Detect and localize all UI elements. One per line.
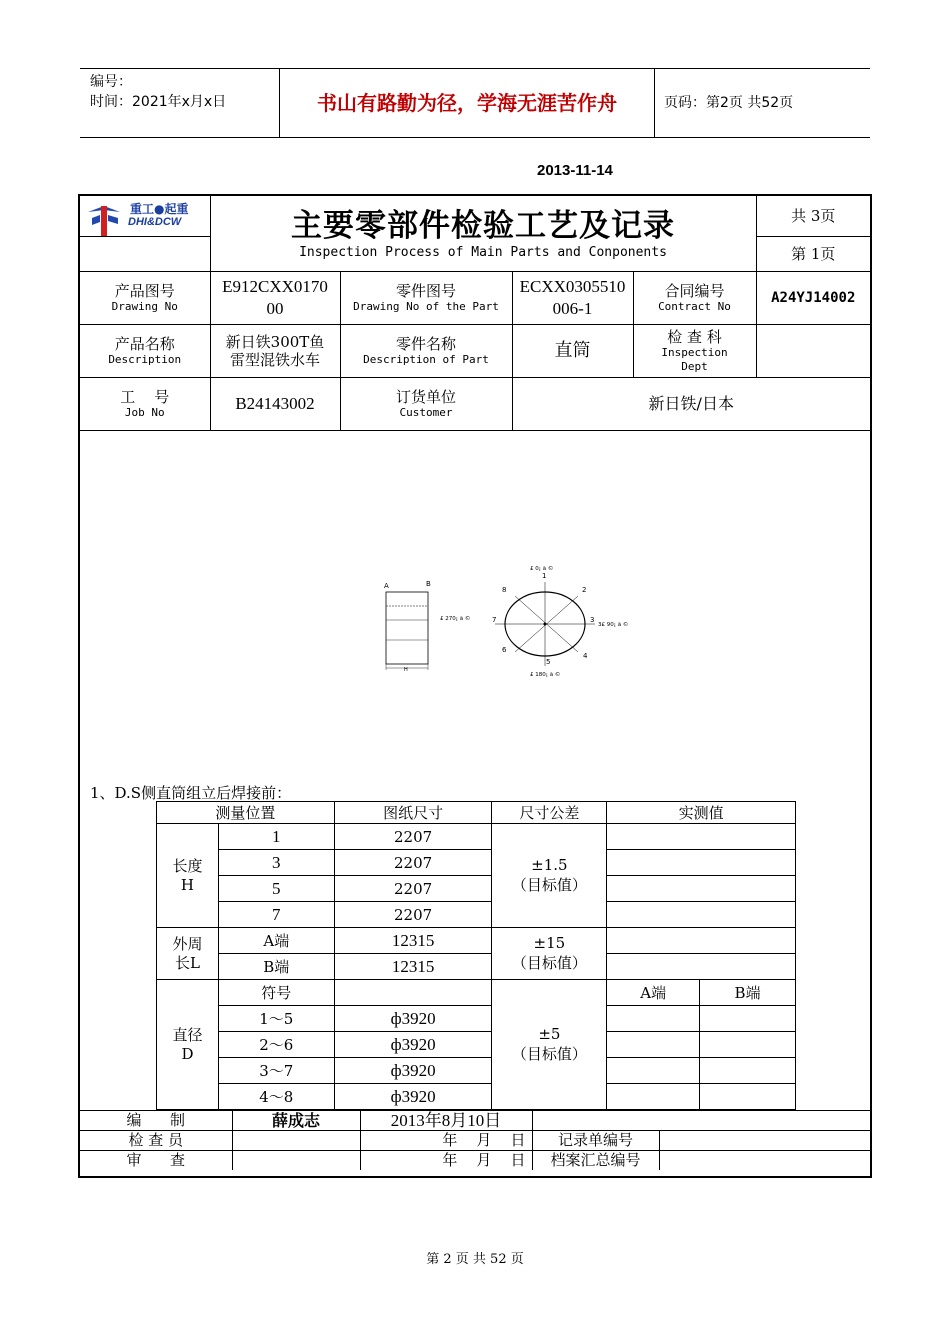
- dept-label: 检 查 科: [667, 328, 722, 346]
- angle-right: 3£ 90¡ ã ©: [598, 622, 629, 628]
- contract-label: 合同编号: [664, 282, 725, 300]
- length-size-3: 2207: [334, 850, 492, 876]
- length-pos-1: 1: [218, 824, 334, 850]
- part-name-label: 零件名称: [395, 335, 456, 353]
- time-label: 时间：2021年x月x日: [90, 94, 227, 110]
- length-size-7: 2207: [334, 902, 492, 928]
- dept-label-cell: [633, 325, 756, 378]
- diameter-size-4-8: ф3920: [334, 1084, 492, 1110]
- perimeter-pos-a: A端: [218, 928, 334, 954]
- diameter-size-2-6: ф3920: [334, 1032, 492, 1058]
- length-measured-7[interactable]: [607, 902, 796, 928]
- header-left: [80, 69, 280, 137]
- diameter-size-1-5: ф3920: [334, 1006, 492, 1032]
- customer-label: 订货单位: [395, 388, 456, 406]
- page-footer: 第 2 页 共 52 页: [426, 1252, 524, 1267]
- serial-label: 编号：: [90, 74, 132, 90]
- review-label: 审 查: [80, 1151, 232, 1171]
- reviewer-name[interactable]: [232, 1151, 360, 1171]
- perimeter-tol-note: （目标值）: [511, 954, 587, 972]
- title-zh: 主要零部件检验工艺及记录: [291, 207, 675, 244]
- point-4: 4: [583, 652, 588, 660]
- length-measured-1[interactable]: [607, 824, 796, 850]
- logo-cell-lower: [80, 237, 210, 272]
- diameter-b-1-5[interactable]: [700, 1006, 796, 1032]
- diameter-symbol-blank: [334, 980, 492, 1006]
- diameter-label: 直径 D: [157, 980, 219, 1110]
- angle-left: £ 270¡ ã ©: [440, 616, 471, 622]
- job-label-cell: [80, 378, 210, 431]
- part-name-label-cell: [340, 325, 512, 378]
- page-header: [80, 68, 870, 138]
- length-size-1: 2207: [334, 824, 492, 850]
- diameter-end-a: A端: [607, 980, 700, 1006]
- part-drawing-label-en: Drawing No of the Part: [353, 300, 499, 313]
- inspector-label: 检 查 员: [80, 1131, 232, 1151]
- section-title: 1、D.S侧直筒组立后焊接前：: [90, 784, 292, 802]
- drawing-no-label-cell: [80, 272, 210, 325]
- diameter-pos-2-6: 2～6: [218, 1032, 334, 1058]
- diameter-tol: ±5: [538, 1025, 561, 1043]
- customer-label-cell: [340, 378, 512, 431]
- drawing-no-value: E912CXX017000: [210, 272, 340, 325]
- diameter-symbol-label: 符号: [218, 980, 334, 1006]
- end-view: [440, 565, 628, 678]
- diameter-tol-cell: [492, 980, 607, 1110]
- header-tolerance: 尺寸公差: [492, 802, 607, 824]
- company-logo: [80, 196, 210, 236]
- current-page: 第 1页: [756, 237, 870, 272]
- inspection-form: [78, 194, 872, 1178]
- document-date: 2013-11-14: [537, 162, 613, 179]
- point-2: 2: [582, 586, 587, 594]
- total-pages: 共 3页: [756, 196, 870, 237]
- compiler-name: 薛成志: [232, 1111, 360, 1131]
- inspector-date: 年 月 日: [360, 1131, 532, 1151]
- part-drawing-label-cell: [340, 272, 512, 325]
- point-6: 6: [502, 646, 507, 654]
- diameter-a-4-8[interactable]: [607, 1084, 700, 1110]
- point-7: 7: [492, 616, 497, 624]
- perimeter-measured-b[interactable]: [607, 954, 796, 980]
- diameter-b-4-8[interactable]: [700, 1084, 796, 1110]
- page-info: 页码：第2页 共52页: [664, 95, 794, 111]
- dept-label-en: Inspection Dept: [661, 346, 728, 373]
- diameter-tol-note: （目标值）: [511, 1045, 587, 1063]
- measurement-table: [156, 801, 796, 1110]
- diameter-end-b: B端: [700, 980, 796, 1006]
- logo-mark-icon: [84, 198, 124, 238]
- inspector-name[interactable]: [232, 1131, 360, 1151]
- label-a: A: [384, 582, 389, 590]
- diameter-pos-3-7: 3～7: [218, 1058, 334, 1084]
- contract-value: A24YJ14002: [756, 272, 870, 325]
- diameter-a-2-6[interactable]: [607, 1032, 700, 1058]
- diameter-pos-4-8: 4～8: [218, 1084, 334, 1110]
- motto: 书山有路勤为径，学海无涯苦作舟: [280, 69, 655, 137]
- perimeter-size-b: 12315: [334, 954, 492, 980]
- length-tol-note: （目标值）: [511, 876, 587, 894]
- length-tol-cell: [492, 824, 607, 928]
- title-en: Inspection Process of Main Parts and Conponents: [299, 244, 667, 260]
- perimeter-measured-a[interactable]: [607, 928, 796, 954]
- signoff-table: [80, 1110, 870, 1170]
- length-measured-5[interactable]: [607, 876, 796, 902]
- length-tol: ±1.5: [531, 856, 568, 874]
- length-pos-5: 5: [218, 876, 334, 902]
- part-name-label-en: Description of Part: [363, 353, 489, 366]
- part-diagram: [380, 560, 680, 700]
- archive-label: 档案汇总编号: [532, 1151, 659, 1171]
- job-value: B24143002: [210, 378, 340, 431]
- header-drawing-size: 图纸尺寸: [334, 802, 492, 824]
- perimeter-pos-b: B端: [218, 954, 334, 980]
- review-date: 年 月 日: [360, 1151, 532, 1171]
- drawing-no-label: 产品图号: [114, 282, 175, 300]
- logo-text-cn: 重工●起重: [130, 202, 189, 216]
- point-8: 8: [502, 586, 507, 594]
- side-view: [384, 580, 431, 673]
- logo-cell: [80, 196, 210, 237]
- diameter-size-3-7: ф3920: [334, 1058, 492, 1084]
- length-measured-3[interactable]: [607, 850, 796, 876]
- diameter-a-3-7[interactable]: [607, 1058, 700, 1084]
- contract-label-cell: [633, 272, 756, 325]
- dim-h: H: [404, 667, 408, 673]
- header-position: 测量位置: [157, 802, 335, 824]
- title-cell: [210, 196, 756, 272]
- info-table: [80, 196, 870, 431]
- desc-label: 产品名称: [114, 335, 175, 353]
- perimeter-tol-cell: [492, 928, 607, 980]
- desc-label-en: Description: [108, 353, 182, 366]
- customer-value: 新日铁/日本: [512, 378, 870, 431]
- record-no-label: 记录单编号: [532, 1131, 659, 1151]
- point-1: 1: [542, 572, 547, 580]
- diameter-pos-1-5: 1～5: [218, 1006, 334, 1032]
- part-name-value: 直筒: [512, 325, 633, 378]
- logo-text-en: DHI&DCW: [128, 216, 182, 228]
- job-label-en: Job No: [124, 406, 165, 419]
- diameter-a-1-5[interactable]: [607, 1006, 700, 1032]
- length-pos-7: 7: [218, 902, 334, 928]
- compile-label: 编 制: [80, 1111, 232, 1131]
- customer-label-en: Customer: [399, 406, 453, 419]
- desc-label-cell: [80, 325, 210, 378]
- archive-value[interactable]: [659, 1151, 870, 1171]
- dept-value: [756, 325, 870, 378]
- drawing-no-label-en: Drawing No: [111, 300, 178, 313]
- angle-top: £ 0¡ ã ©: [530, 566, 554, 572]
- compile-date: 2013年8月10日: [360, 1111, 532, 1131]
- part-drawing-label: 零件图号: [395, 282, 456, 300]
- perimeter-tol: ±15: [533, 934, 566, 952]
- diameter-b-2-6[interactable]: [700, 1032, 796, 1058]
- record-no-value[interactable]: [659, 1131, 870, 1151]
- perimeter-label: 外周 长L: [157, 928, 219, 980]
- diameter-b-3-7[interactable]: [700, 1058, 796, 1084]
- compile-blank: [532, 1111, 870, 1131]
- desc-value: 新日铁300T鱼雷型混铁水车: [210, 325, 340, 378]
- angle-bottom: £ 180¡ ã ©: [530, 672, 561, 678]
- job-label: 工 号: [120, 388, 170, 406]
- header-measured: 实测值: [607, 802, 796, 824]
- length-pos-3: 3: [218, 850, 334, 876]
- point-3: 3: [590, 616, 595, 624]
- length-label: 长度 H: [157, 824, 219, 928]
- contract-label-en: Contract No: [658, 300, 731, 313]
- label-b: B: [426, 580, 431, 588]
- part-drawing-value: ECXX0305510006-1: [512, 272, 633, 325]
- perimeter-size-a: 12315: [334, 928, 492, 954]
- length-size-5: 2207: [334, 876, 492, 902]
- point-5: 5: [546, 658, 551, 666]
